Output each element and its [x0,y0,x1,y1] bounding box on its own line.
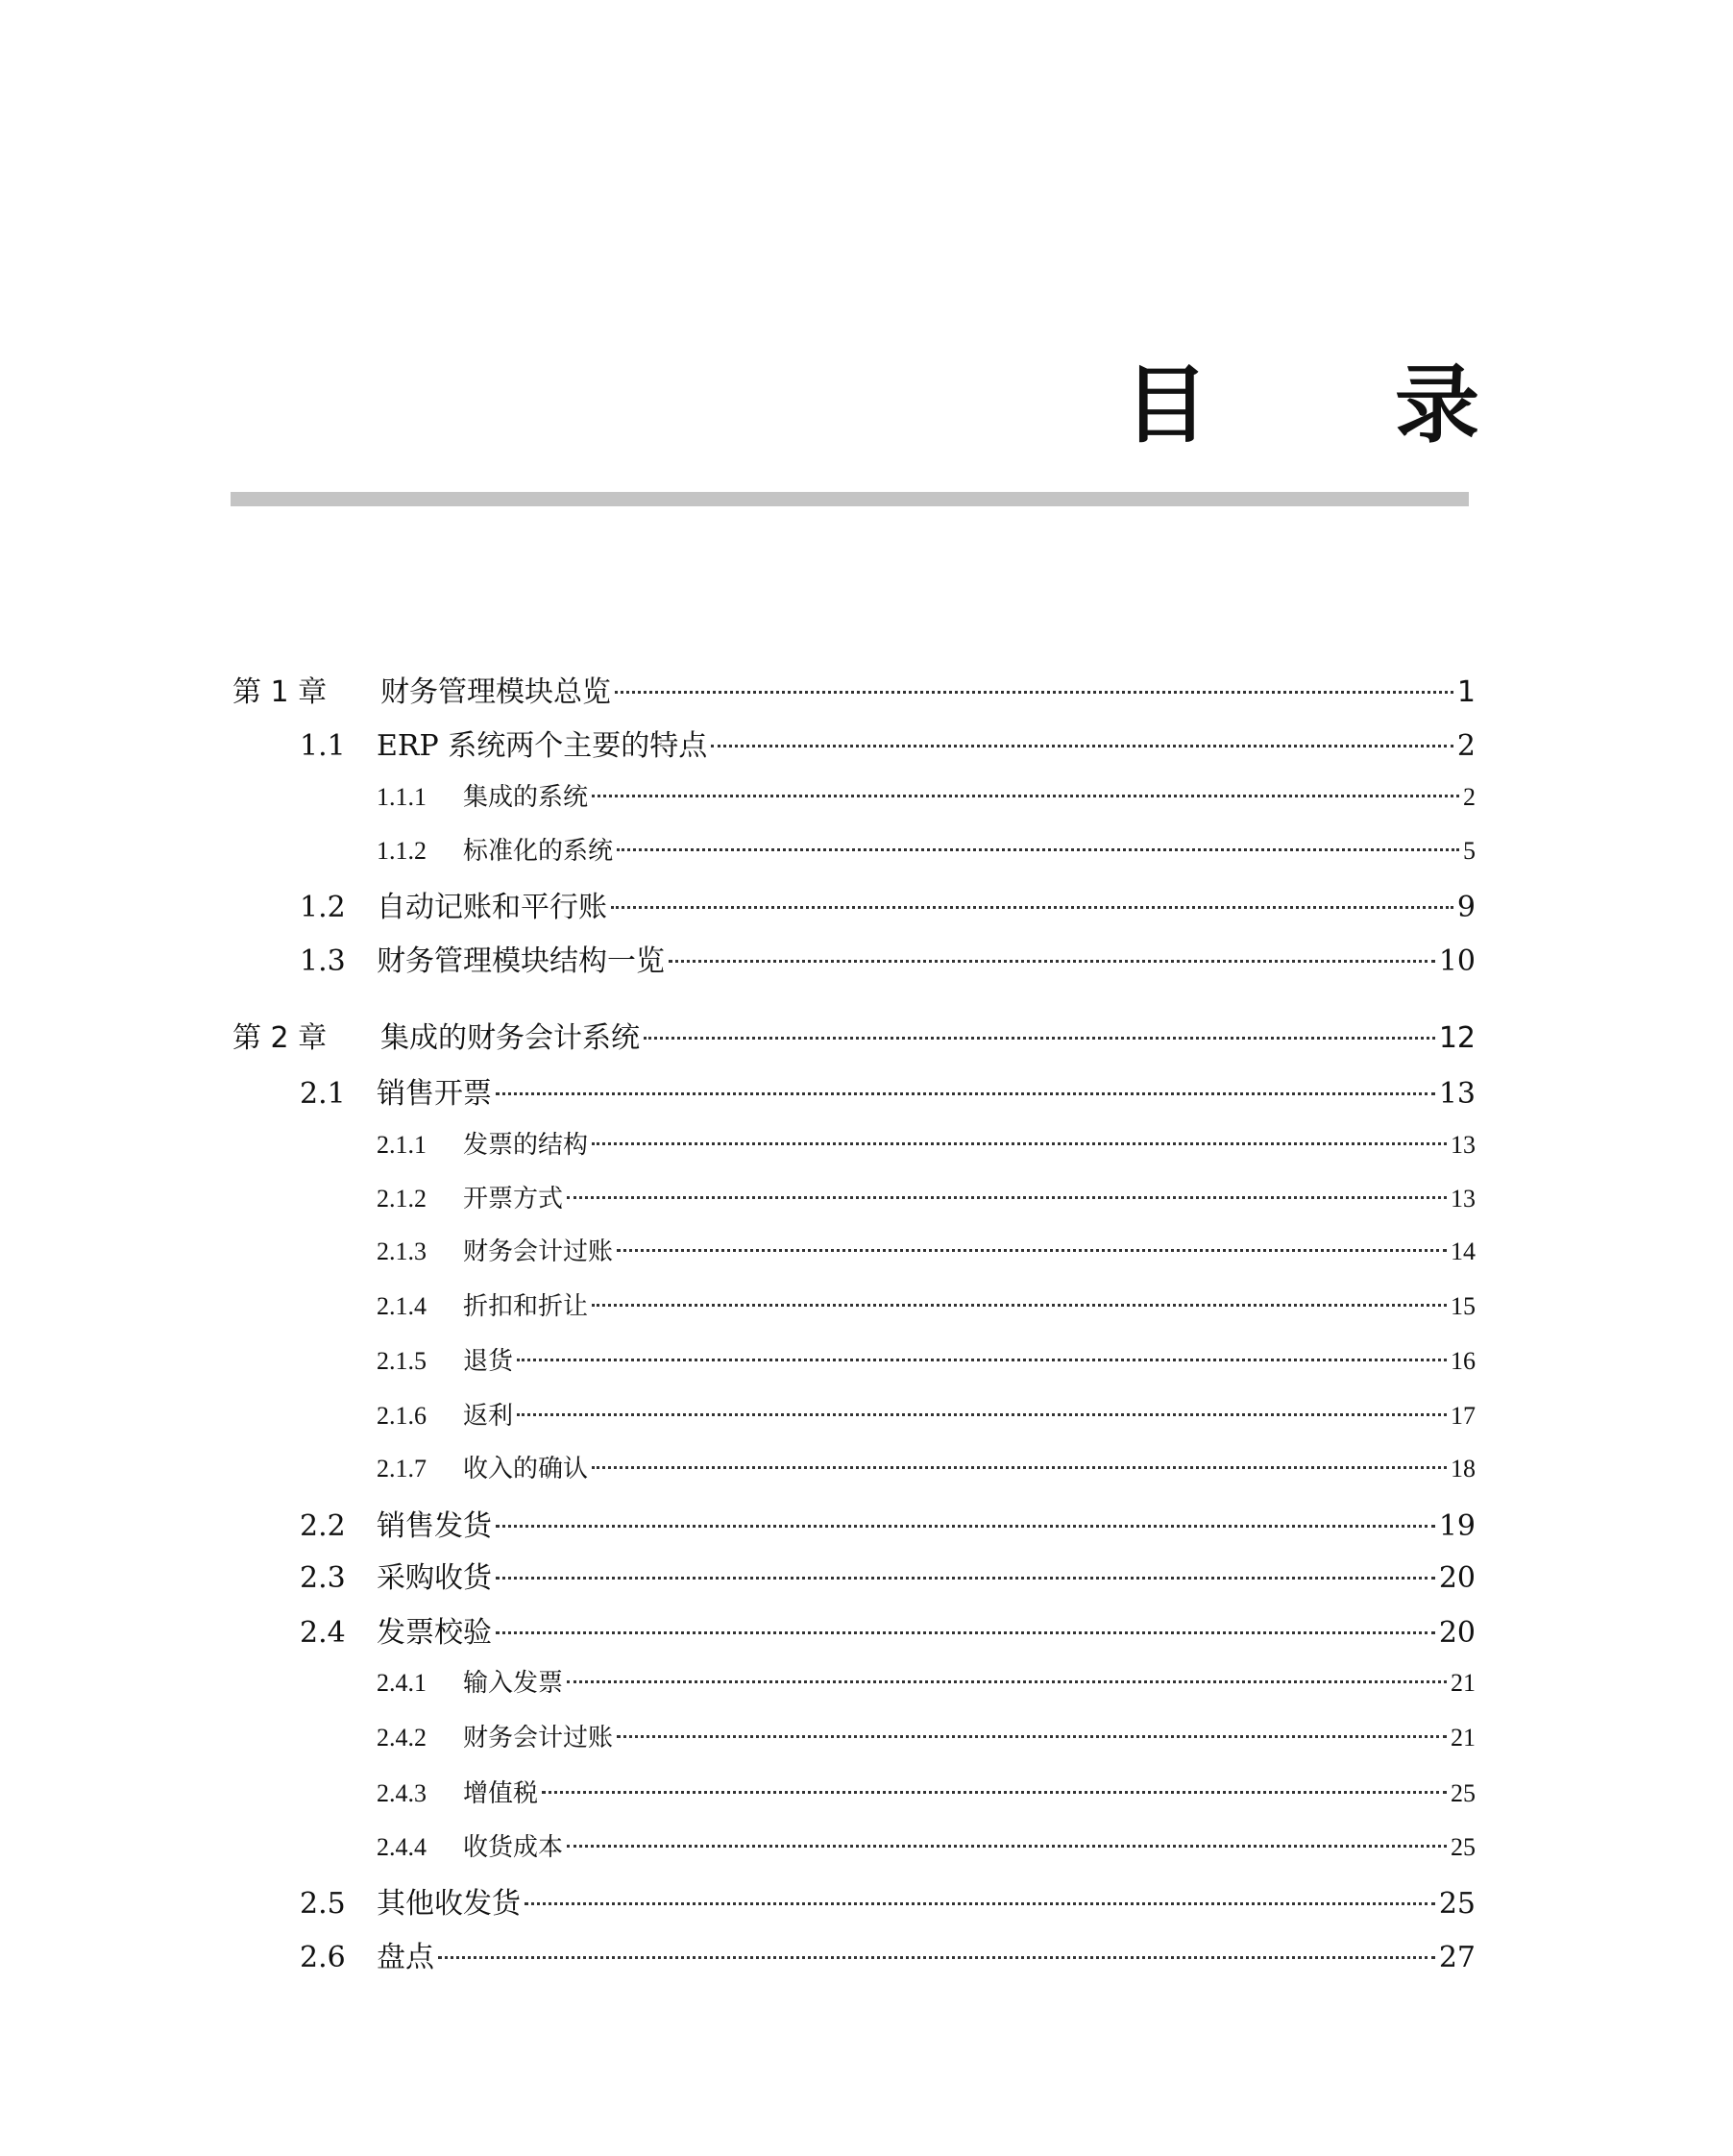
toc-entry-subsection[interactable] [0,1827,1476,1870]
entry-title: ERP 系统两个主要的特点 [377,729,708,763]
leader-dots [496,1525,1435,1528]
entry-number: 2.1.1 [377,1131,427,1159]
title-divider [231,492,1469,506]
entry-page: 14 [1451,1237,1476,1265]
entry-page: 13 [1451,1131,1476,1159]
entry-page: 25 [1451,1833,1476,1861]
toc-entry-subsection[interactable] [0,1718,1476,1760]
entry-title: 标准化的系统 [463,837,614,865]
toc-entry-subsection[interactable] [0,1396,1476,1438]
entry-number: 2.2 [300,1509,346,1543]
page-title [1124,357,1479,453]
entry-page: 1 [1456,675,1476,709]
entry-page: 21 [1451,1669,1476,1697]
entry-page: 20 [1438,1561,1476,1595]
entry-title: 盘点 [377,1941,434,1974]
leader-dots [517,1413,1447,1416]
entry-page: 19 [1438,1509,1476,1543]
entry-title: 集成的系统 [463,783,589,811]
entry-title: 折扣和折让 [463,1292,589,1320]
title-char-1: 目 [1124,355,1209,454]
leader-dots [496,1577,1435,1580]
leader-dots [617,1249,1447,1252]
entry-number: 1.3 [300,944,346,978]
toc-entry-chapter[interactable] [0,668,1476,710]
entry-title: 集成的财务会计系统 [380,1021,640,1055]
entry-title: 采购收货 [377,1561,492,1595]
entry-page: 15 [1451,1292,1476,1320]
entry-number: 2.1.4 [377,1292,427,1320]
leader-dots [592,1142,1447,1145]
entry-page: 13 [1451,1185,1476,1213]
entry-title: 退货 [463,1347,514,1375]
entry-page: 10 [1438,944,1476,978]
entry-page: 9 [1456,891,1476,924]
entry-title: 财务管理模块总览 [380,675,611,709]
entry-number: 2.1 [300,1077,346,1111]
entry-number: 第 2 章 [232,1021,328,1055]
leader-dots [615,691,1453,694]
entry-number: 2.1.2 [377,1185,427,1213]
toc-entry-section[interactable] [0,1069,1476,1112]
entry-number: 1.1.1 [377,783,427,811]
toc-entry-section[interactable] [0,1879,1476,1922]
title-char-2: 录 [1394,355,1479,454]
entry-number: 2.3 [300,1561,346,1595]
entry-title: 其他收发货 [377,1887,521,1921]
leader-dots [592,1304,1447,1307]
entry-title: 输入发票 [463,1669,564,1697]
entry-title: 财务会计过账 [463,1724,614,1752]
entry-title: 财务会计过账 [463,1237,614,1265]
entry-title: 收入的确认 [463,1455,589,1482]
leader-dots [611,906,1453,909]
entry-title: 收货成本 [463,1833,564,1861]
toc-entry-subsection[interactable] [0,1774,1476,1816]
entry-page: 17 [1451,1402,1476,1430]
entry-number: 1.1.2 [377,837,427,865]
toc-entry-section[interactable] [0,1554,1476,1596]
entry-page: 2 [1463,783,1476,811]
entry-number: 2.6 [300,1941,346,1974]
entry-title: 财务管理模块结构一览 [377,944,665,978]
toc-entry-subsection[interactable] [0,1125,1476,1167]
entry-page: 20 [1438,1616,1476,1650]
entry-title: 发票校验 [377,1616,492,1650]
leader-dots [617,1735,1447,1738]
toc-entry-chapter[interactable] [0,1014,1476,1056]
toc-entry-subsection[interactable] [0,1232,1476,1274]
toc-entry-section[interactable] [0,1608,1476,1651]
leader-dots [438,1956,1435,1959]
leader-dots [567,1680,1447,1683]
toc-entry-section[interactable] [0,1502,1476,1544]
leader-dots [525,1902,1435,1905]
entry-number: 第 1 章 [232,675,328,709]
toc-entry-subsection[interactable] [0,1179,1476,1221]
leader-dots [617,848,1459,851]
entry-page: 27 [1438,1941,1476,1974]
entry-title: 开票方式 [463,1185,564,1213]
entry-page: 21 [1451,1724,1476,1752]
entry-number: 2.1.3 [377,1237,427,1265]
entry-number: 2.1.7 [377,1455,427,1482]
leader-dots [592,795,1459,797]
entry-title: 发票的结构 [463,1131,589,1159]
entry-number: 2.4.4 [377,1833,427,1861]
leader-dots [542,1791,1447,1794]
entry-number: 2.4.1 [377,1669,427,1697]
entry-page: 13 [1438,1077,1476,1111]
entry-page: 25 [1451,1779,1476,1807]
leader-dots [669,960,1435,963]
entry-page: 5 [1463,837,1476,865]
toc-entry-section[interactable] [0,1933,1476,1975]
leader-dots [711,745,1453,747]
toc-entry-subsection[interactable] [0,1663,1476,1705]
toc-entry-subsection[interactable] [0,1449,1476,1491]
entry-number: 1.1 [300,729,346,763]
leader-dots [496,1631,1435,1634]
leader-dots [517,1359,1447,1361]
entry-number: 2.4.3 [377,1779,427,1807]
leader-dots [496,1092,1435,1095]
entry-title: 销售开票 [377,1077,492,1111]
toc-entry-subsection[interactable] [0,777,1476,820]
entry-page: 2 [1456,729,1476,763]
entry-page: 25 [1438,1887,1476,1921]
entry-number: 2.1.5 [377,1347,427,1375]
toc-entry-subsection[interactable] [0,831,1476,873]
entry-page: 12 [1438,1021,1476,1055]
entry-number: 2.5 [300,1887,346,1921]
leader-dots [592,1466,1447,1469]
leader-dots [567,1196,1447,1199]
entry-title: 返利 [463,1402,514,1430]
entry-title: 销售发货 [377,1509,492,1543]
toc-entry-subsection[interactable] [0,1286,1476,1329]
entry-number: 2.1.6 [377,1402,427,1430]
leader-dots [644,1037,1435,1040]
toc-entry-subsection[interactable] [0,1341,1476,1384]
entry-title: 自动记账和平行账 [377,891,607,924]
entry-title: 增值税 [463,1779,539,1807]
entry-page: 18 [1451,1455,1476,1482]
entry-number: 2.4.2 [377,1724,427,1752]
toc-entry-section[interactable] [0,722,1476,764]
toc-entry-section[interactable] [0,937,1476,979]
entry-number: 2.4 [300,1616,346,1650]
entry-page: 16 [1451,1347,1476,1375]
leader-dots [567,1845,1447,1848]
toc-entry-section[interactable] [0,883,1476,925]
entry-number: 1.2 [300,891,346,924]
